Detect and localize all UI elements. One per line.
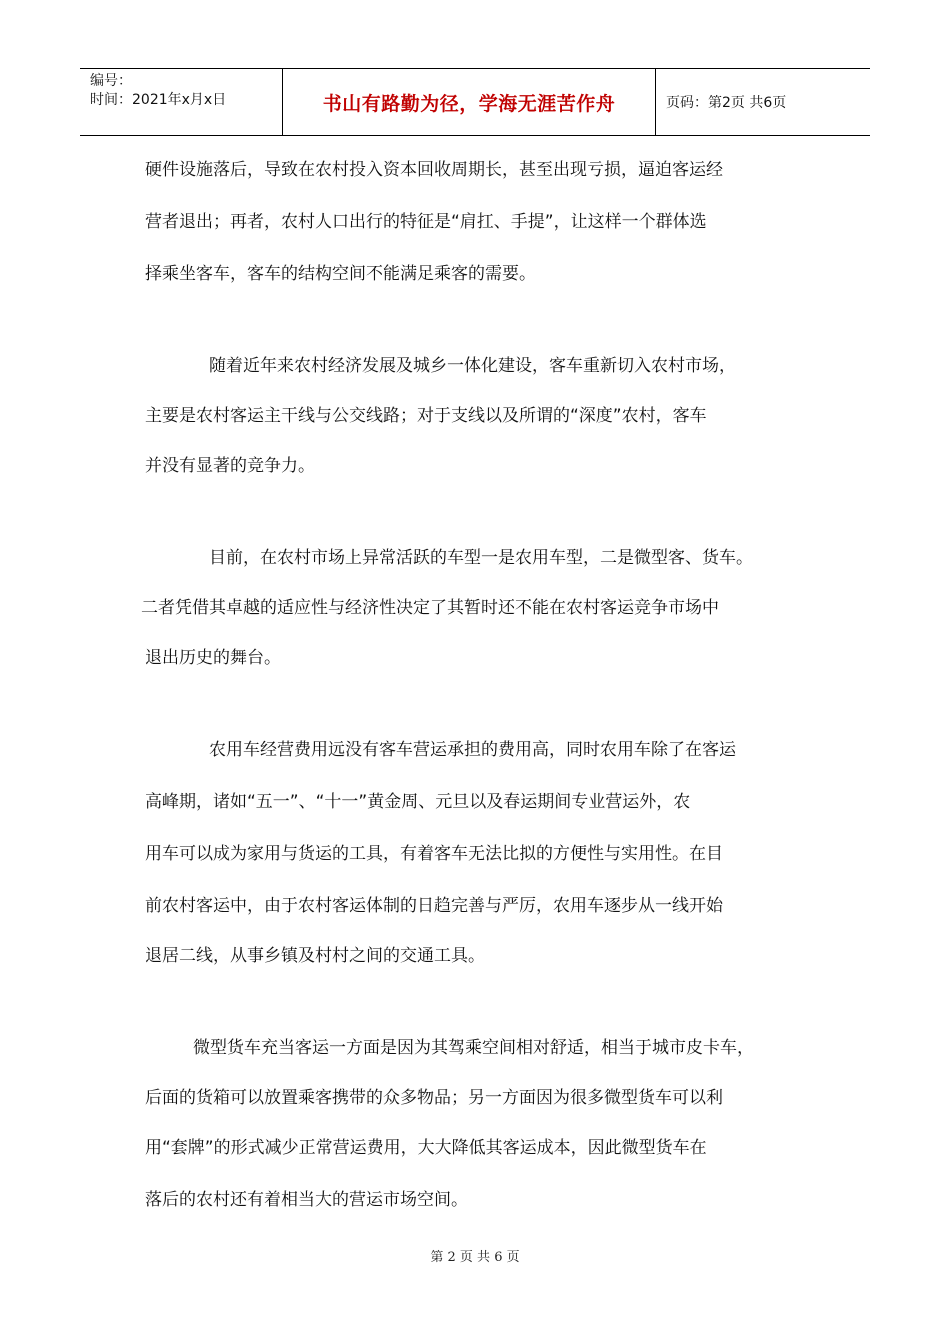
text-line: 退出历史的舞台。 bbox=[145, 648, 281, 668]
paragraph-first-line: 目前，在农村市场上异常活跃的车型一是农用车型，二是微型客、货车。 bbox=[209, 548, 753, 568]
header-divider-right bbox=[655, 69, 656, 135]
text-line: 用车可以成为家用与货运的工具，有着客车无法比拟的方便性与实用性。在目 bbox=[145, 844, 723, 864]
text-line: 前农村客运中，由于农村客运体制的日趋完善与严厉，农用车逐步从一线开始 bbox=[145, 896, 723, 916]
header-meta bbox=[80, 69, 282, 135]
text-line: 择乘坐客车，客车的结构空间不能满足乘客的需要。 bbox=[145, 264, 536, 284]
paragraph-first-line: 微型货车充当客运一方面是因为其驾乘空间相对舒适，相当于城市皮卡车， bbox=[193, 1038, 754, 1058]
text-line: 退居二线，从事乡镇及村村之间的交通工具。 bbox=[145, 946, 485, 966]
text-line: 营者退出；再者，农村人口出行的特征是“肩扛、手提”，让这样一个群体选 bbox=[145, 212, 707, 232]
text-line: 高峰期，诸如“五一”、“十一”黄金周、元旦以及春运期间专业营运外，农 bbox=[145, 792, 691, 812]
page-header bbox=[80, 68, 870, 136]
text-line: 后面的货箱可以放置乘客携带的众多物品；另一方面因为很多微型货车可以利 bbox=[145, 1088, 723, 1108]
header-page-code: 页码：第2页 共6页 bbox=[666, 95, 787, 111]
time-label: 时间：2021年x月x日 bbox=[90, 92, 227, 108]
text-line: 硬件设施落后，导致在农村投入资本回收周期长，甚至出现亏损，逼迫客运经 bbox=[145, 160, 723, 180]
paragraph-first-line: 农用车经营费用远没有客车营运承担的费用高，同时农用车除了在客运 bbox=[209, 740, 736, 760]
text-line: 用“套牌”的形式减少正常营运费用，大大降低其客运成本，因此微型货车在 bbox=[145, 1138, 707, 1158]
header-motto: 书山有路勤为径，学海无涯苦作舟 bbox=[322, 92, 616, 115]
page-footer: 第 2 页 共 6 页 bbox=[430, 1250, 520, 1265]
text-line: 并没有显著的竞争力。 bbox=[145, 456, 315, 476]
text-line: 二者凭借其卓越的适应性与经济性决定了其暂时还不能在农村客运竞争市场中 bbox=[141, 598, 719, 618]
number-label: 编号： bbox=[90, 73, 132, 89]
text-line: 主要是农村客运主干线与公交线路；对于支线以及所谓的“深度”农村，客车 bbox=[145, 406, 707, 426]
paragraph-first-line: 随着近年来农村经济发展及城乡一体化建设，客车重新切入农村市场， bbox=[209, 356, 736, 376]
text-line: 落后的农村还有着相当大的营运市场空间。 bbox=[145, 1190, 468, 1210]
